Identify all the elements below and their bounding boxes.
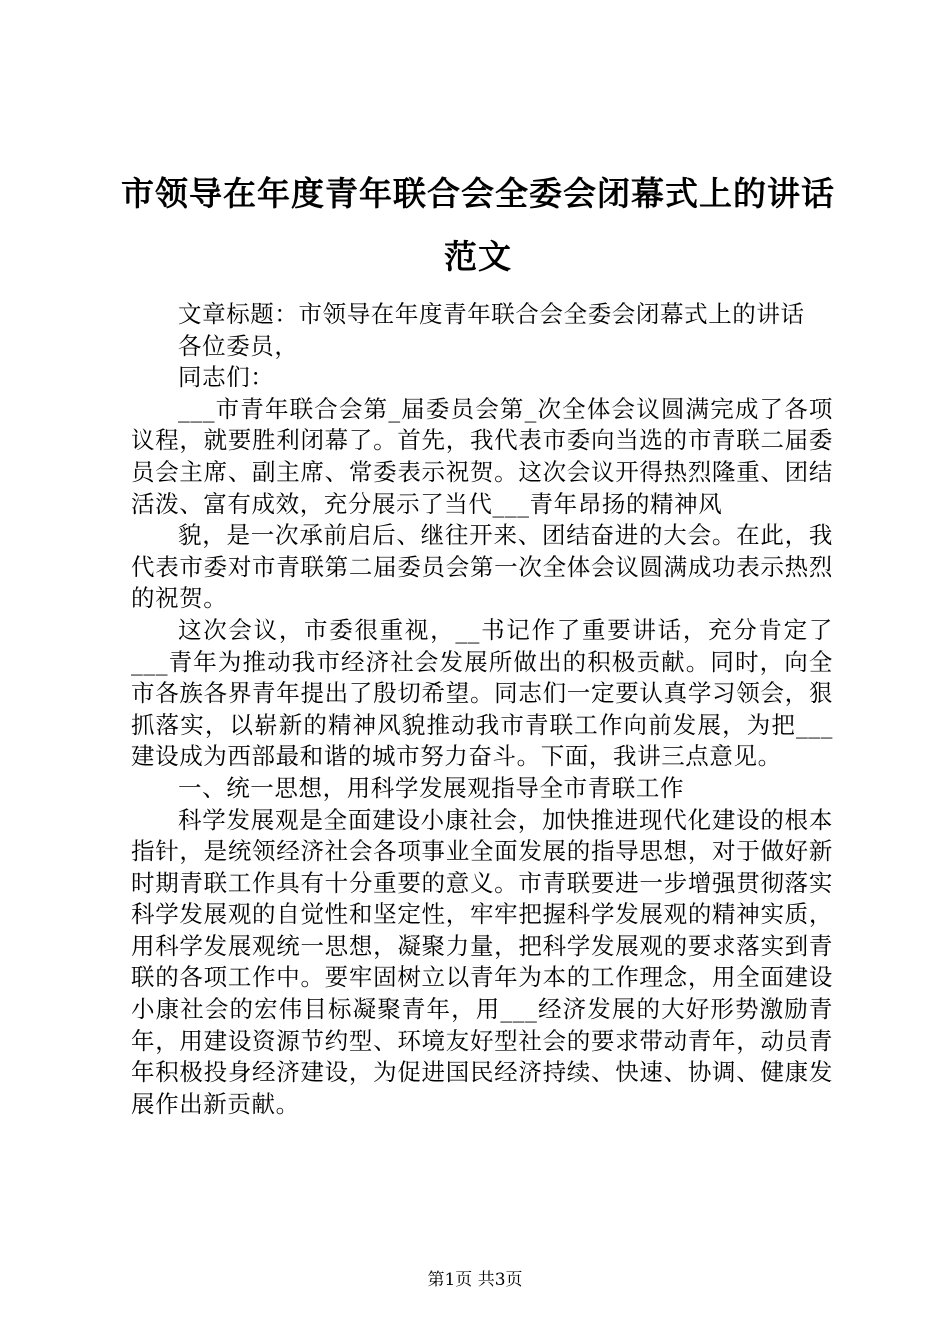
paragraph-congratulation: 貌，是一次承前启后、继往开来、团结奋进的大会。在此，我代表市委对市青联第二届委员会第一次全体会议圆满成功表示热烈的祝贺。 (131, 521, 833, 613)
section-heading-1: 一、统一思想，用科学发展观指导全市青联工作 (178, 773, 685, 802)
page-footer: 第1页 共3页 (427, 1270, 523, 1290)
salutation-members: 各位委员， (178, 331, 299, 360)
paragraph-scientific-development: 科学发展观是全面建设小康社会，加快推进现代化建设的根本指针，是统领经济社会各项事业全面发展的指导思想，对于做好新时期青联工作具有十分重要的意义。市青联要进一步增强贯彻落实科学发展观的自觉性和坚定性，牢牢把握科学发展观的精神实质，用科学发展观统一思想，凝聚力量，把科学发展观的要求落实到青联的各项工作中。要牢固树立以青年为本的工作理念，用全面建设小康社会的宏伟目标凝聚青年，用___经济发展的大好形势激励青年，用建设资源节约型、环境友好型社会的要求带动青年，动员青年积极投身经济建设，为促进国民经济持续、快速、协调、健康发展作出新贡献。 (131, 805, 833, 1118)
paragraph-opening: ___市青年联合会第_届委员会第_次全体会议圆满完成了各项议程，就要胜利闭幕了。首先，我代表市委向当选的市青联二届委员会主席、副主席、常委表示祝贺。这次会议开得热烈隆重、团结活泼、富有成效，充分展示了当代___青年昂扬的精神风 (131, 394, 833, 518)
document-body (131, 299, 833, 1120)
salutation-comrades: 同志们： (178, 363, 275, 392)
article-title-line: 文章标题：市领导在年度青年联合会全委会闭幕式上的讲话 (178, 300, 805, 328)
document-title: 市领导在年度青年联合会全委会闭幕式上的讲话范文 (121, 174, 835, 276)
paragraph-meeting: 这次会议，市委很重视，__书记作了重要讲话，充分肯定了___青年为推动我市经济社会发展所做出的积极贡献。同时，向全市各族各界青年提出了殷切希望。同志们一定要认真学习领会，狠抓落实，以崭新的精神风貌推动我市青联工作向前发展，为把___建设成为西部最和谐的城市努力奋斗。下面，我讲三点意见。 (131, 615, 833, 771)
